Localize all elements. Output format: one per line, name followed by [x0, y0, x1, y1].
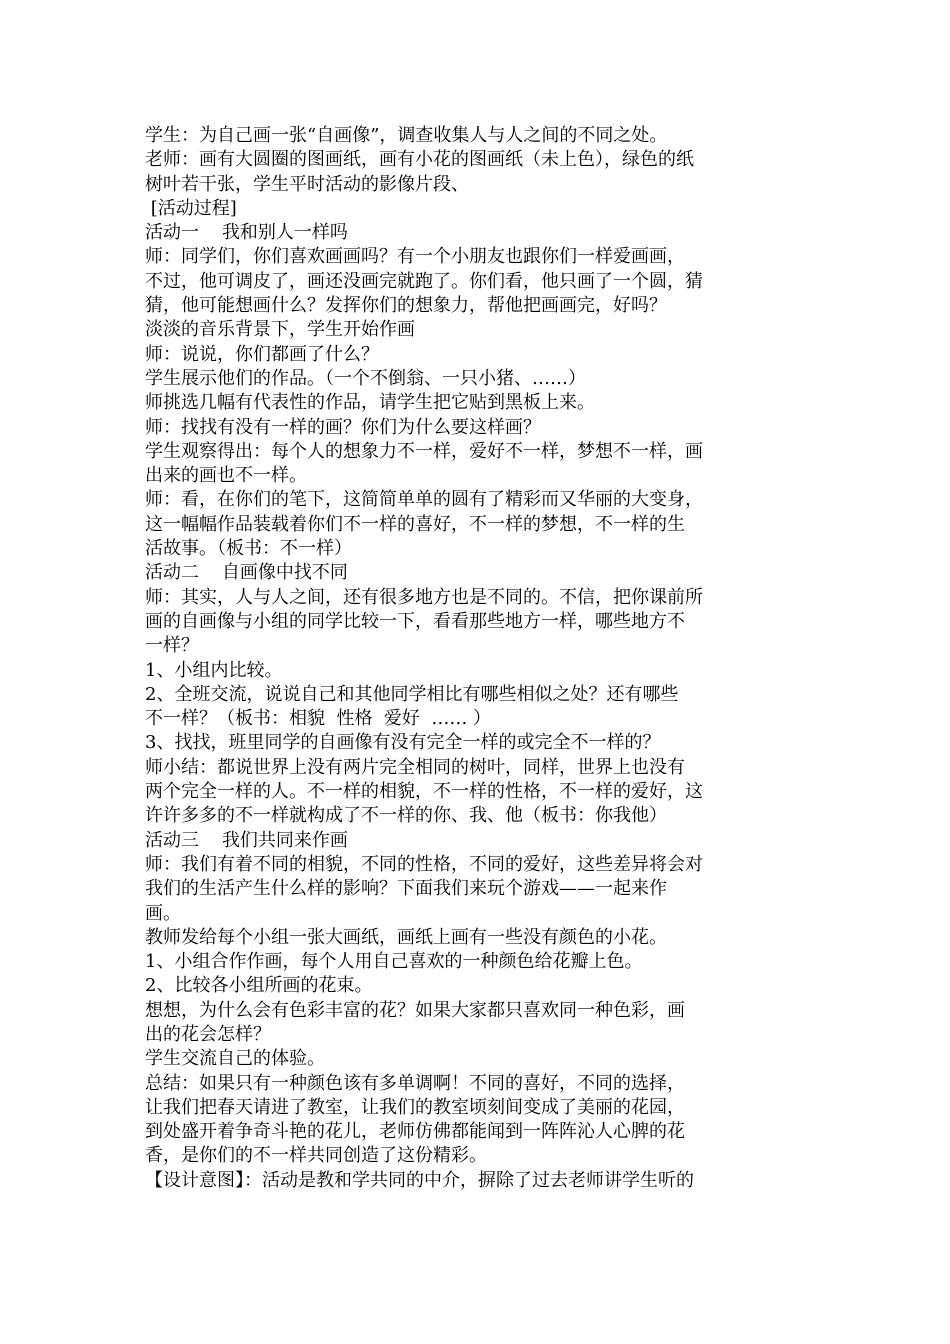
text-line: 不过，他可调皮了，画还没画完就跑了。你们看，他只画了一个圆，猜 [145, 270, 703, 292]
text-line: 不一样？（板书：相貌 性格 爱好 …… ） [145, 708, 492, 730]
text-line: 学生观察得出：每个人的想象力不一样，爱好不一样，梦想不一样，画 [145, 440, 703, 462]
text-line: 活动二 自画像中找不同 [145, 562, 348, 584]
text-line: 师：找找有没有一样的画？你们为什么要这样画？ [145, 416, 541, 438]
text-line: 画。 [145, 902, 181, 924]
text-line: 活动一 我和别人一样吗 [145, 222, 348, 244]
text-line: 淡淡的音乐背景下，学生开始作画 [145, 319, 415, 341]
text-line: [活动过程] [145, 197, 237, 219]
text-line: 师挑选几幅有代表性的作品，请学生把它贴到黑板上来。 [145, 392, 595, 414]
text-line: 1、小组合作作画，每个人用自己喜欢的一种颜色给花瓣上色。 [145, 951, 643, 973]
text-line: 教师发给每个小组一张大画纸，画纸上画有一些没有颜色的小花。 [145, 926, 667, 948]
text-line: 2、比较各小组所画的花束。 [145, 975, 373, 997]
text-line: 【设计意图】：活动是教和学共同的中介，摒除了过去老师讲学生听的 [145, 1169, 694, 1191]
text-line: 想想，为什么会有色彩丰富的花？如果大家都只喜欢同一种色彩，画 [145, 999, 685, 1021]
text-line: 师：说说，你们都画了什么？ [145, 343, 379, 365]
text-line: 到处盛开着争奇斗艳的花儿，老师仿佛都能闻到一阵阵沁人心脾的花 [145, 1121, 685, 1143]
text-line: 师：其实，人与人之间，还有很多地方也是不同的。不信，把你课前所 [145, 586, 703, 608]
text-line: 树叶若干张，学生平时活动的影像片段、 [145, 173, 469, 195]
text-line: 总结：如果只有一种颜色该有多单调啊！不同的喜好，不同的选择， [145, 1072, 685, 1094]
text-line: 老师：画有大圆圈的图画纸，画有小花的图画纸（未上色），绿色的纸 [145, 149, 694, 171]
text-line: 让我们把春天请进了教室，让我们的教室顷刻间变成了美丽的花园， [145, 1096, 685, 1118]
text-line: 出来的画也不一样。 [145, 465, 307, 487]
text-line: 师小结：都说世界上没有两片完全相同的树叶，同样，世界上也没有 [145, 756, 685, 778]
text-line: 两个完全一样的人。不一样的相貌，不一样的性格，不一样的爱好，这 [145, 781, 703, 803]
text-line: 许许多多的不一样就构成了不一样的你、我、他（板书：你我他） [145, 805, 667, 827]
document-body [145, 124, 817, 1193]
text-line: 活故事。（板书：不一样） [145, 538, 352, 560]
text-line: 活动三 我们共同来作画 [145, 829, 348, 851]
text-line: 猜，他可能想画什么？发挥你们的想象力，帮他把画画完，好吗？ [145, 295, 667, 317]
text-line: 我们的生活产生什么样的影响？下面我们来玩个游戏——一起来作 [145, 878, 667, 900]
text-line: 学生交流自己的体验。 [145, 1048, 325, 1070]
text-line: 学生展示他们的作品。（一个不倒翁、一只小猪、……） [145, 367, 586, 389]
text-line: 师：看，在你们的笔下，这简简单单的圆有了精彩而又华丽的大变身， [145, 489, 703, 511]
text-line: 这一幅幅作品装载着你们不一样的喜好，不一样的梦想，不一样的生 [145, 513, 685, 535]
text-line: 3、找找，班里同学的自画像有没有完全一样的或完全不一样的？ [145, 732, 661, 754]
text-line: 1、小组内比较。 [145, 659, 283, 681]
text-line: 师：同学们，你们喜欢画画吗？有一个小朋友也跟你们一样爱画画， [145, 246, 685, 268]
text-line: 师：我们有着不同的相貌，不同的性格，不同的爱好，这些差异将会对 [145, 853, 703, 875]
text-line: 香，是你们的不一样共同创造了这份精彩。 [145, 1145, 487, 1167]
text-line: 学生：为自己画一张“自画像”，调查收集人与人之间的不同之处。 [145, 125, 668, 146]
text-line: 画的自画像与小组的同学比较一下，看看那些地方一样，哪些地方不 [145, 610, 685, 632]
text-line: 出的花会怎样？ [145, 1023, 271, 1045]
text-line: 一样？ [145, 635, 199, 657]
text-line: 2、全班交流，说说自己和其他同学相比有哪些相似之处？还有哪些 [145, 683, 679, 705]
